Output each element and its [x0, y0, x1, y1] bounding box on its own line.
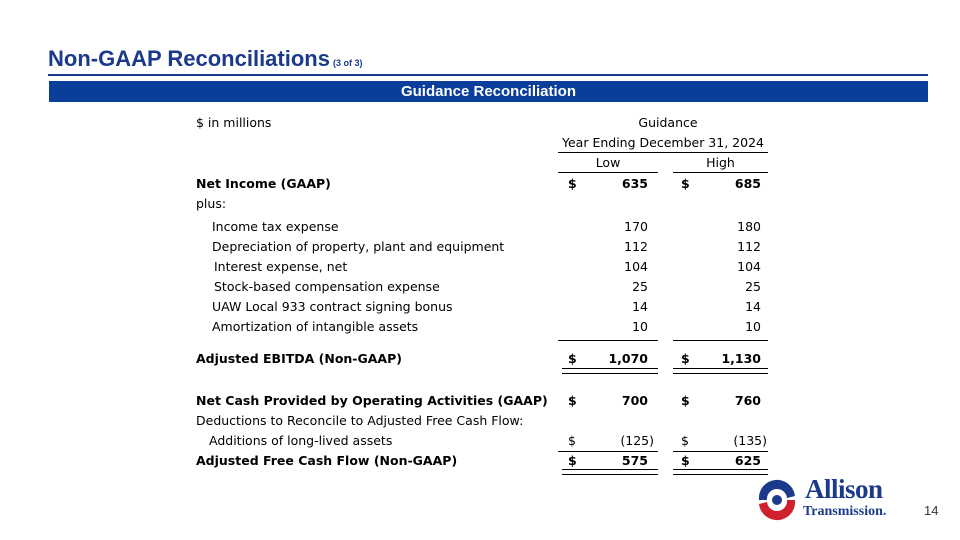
table-row-total	[196, 350, 776, 368]
currency-symbol: $	[568, 351, 577, 366]
value-low: 25	[632, 279, 648, 294]
table-row	[196, 218, 776, 236]
page-subtitle: (3 of 3)	[332, 58, 363, 68]
double-rule-high	[673, 368, 768, 374]
value-high: 25	[745, 279, 761, 294]
section-banner: Guidance Reconciliation	[49, 81, 928, 102]
value-high: 685	[734, 176, 761, 191]
value-low: 14	[632, 299, 648, 314]
low-underline	[558, 172, 658, 173]
value-low: 10	[632, 319, 648, 334]
row-label: Interest expense, net	[214, 259, 348, 274]
currency-symbol: $	[568, 176, 577, 191]
period-underline	[558, 152, 768, 153]
row-label: Additions of long-lived assets	[209, 433, 393, 448]
value-high: 760	[734, 393, 761, 408]
row-label: UAW Local 933 contract signing bonus	[212, 299, 453, 314]
row-label: Adjusted Free Cash Flow (Non-GAAP)	[196, 453, 458, 468]
plus-row	[196, 195, 776, 213]
page-number: 14	[924, 503, 939, 518]
table-row	[196, 238, 776, 256]
value-low: 104	[624, 259, 648, 274]
table-row	[196, 432, 776, 450]
currency-symbol: $	[681, 351, 690, 366]
allison-logo	[755, 474, 923, 524]
row-label: Income tax expense	[212, 219, 339, 234]
value-low: 635	[621, 176, 648, 191]
currency-symbol: $	[681, 176, 690, 191]
row-label: Amortization of intangible assets	[212, 319, 419, 334]
row-label: Net Income (GAAP)	[196, 176, 331, 191]
value-high: 1,130	[721, 351, 761, 366]
table-row	[196, 298, 776, 316]
value-low: 575	[621, 453, 648, 468]
allison-swirl-icon	[755, 478, 799, 522]
row-label: Adjusted EBITDA (Non-GAAP)	[196, 351, 402, 366]
col-high-header: High	[706, 155, 735, 170]
double-rule-high	[673, 469, 768, 475]
value-high: 14	[745, 299, 761, 314]
logo-subtitle: Transmission.	[803, 504, 887, 519]
page-title	[48, 46, 362, 72]
row-label: Net Cash Provided by Operating Activities (GAAP)	[196, 393, 548, 408]
value-low: 112	[624, 239, 648, 254]
table-row	[196, 318, 776, 336]
header-row-guidance	[196, 114, 776, 132]
value-high: 180	[737, 219, 761, 234]
subtotal-rule-high	[673, 340, 768, 341]
value-high: 625	[734, 453, 761, 468]
currency-symbol: $	[681, 433, 689, 448]
value-low: (125)	[620, 433, 654, 448]
currency-symbol: $	[681, 453, 690, 468]
value-high: (135)	[733, 433, 767, 448]
double-rule-low	[562, 469, 658, 475]
value-high: 104	[737, 259, 761, 274]
currency-symbol: $	[681, 393, 690, 408]
logo-name: Allison	[805, 474, 883, 504]
units-label: $ in millions	[196, 115, 272, 130]
currency-symbol: $	[568, 433, 576, 448]
table-row	[196, 392, 776, 410]
subtotal-rule-low	[558, 340, 658, 341]
table-row-total	[196, 452, 776, 470]
value-high: 112	[737, 239, 761, 254]
value-low: 170	[624, 219, 648, 234]
value-low: 1,070	[608, 351, 648, 366]
period-header: Year Ending December 31, 2024	[562, 135, 764, 150]
deductions-label: Deductions to Reconcile to Adjusted Free Cash Flow:	[196, 413, 524, 428]
table-row	[196, 278, 776, 296]
row-label: Depreciation of property, plant and equipment	[212, 239, 505, 254]
page-title-text: Non-GAAP Reconciliations	[48, 46, 330, 71]
double-rule-low	[562, 368, 658, 374]
currency-symbol: $	[568, 453, 577, 468]
deductions-row	[196, 412, 776, 430]
guidance-header: Guidance	[638, 115, 698, 130]
table-row	[196, 175, 776, 193]
header-row-period	[196, 134, 776, 152]
plus-label: plus:	[196, 196, 227, 211]
currency-symbol: $	[568, 393, 577, 408]
col-low-header: Low	[595, 155, 621, 170]
title-divider	[48, 74, 928, 76]
value-low: 700	[621, 393, 648, 408]
row-label: Stock-based compensation expense	[214, 279, 440, 294]
header-row-columns	[196, 154, 776, 172]
high-underline	[673, 172, 768, 173]
table-row	[196, 258, 776, 276]
value-high: 10	[745, 319, 761, 334]
